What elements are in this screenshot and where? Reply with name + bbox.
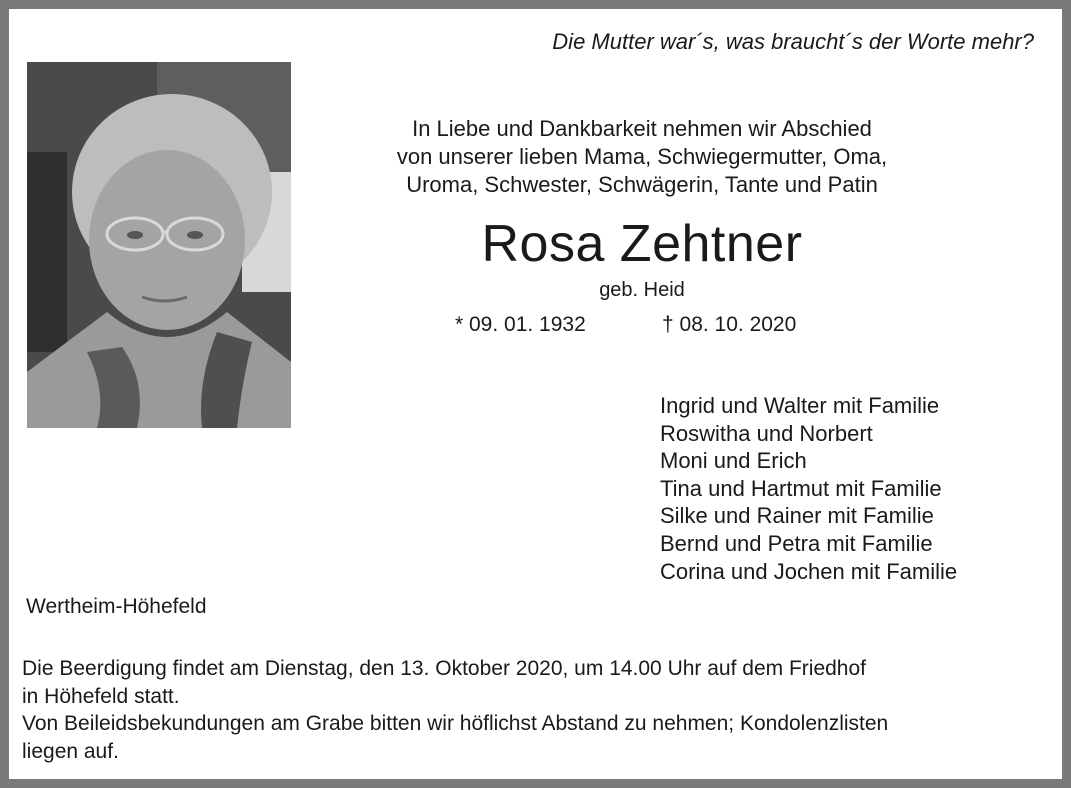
intro-line: Uroma, Schwester, Schwägerin, Tante und Patin	[406, 172, 878, 197]
mourner-entry: Ingrid und Walter mit Familie	[660, 393, 940, 418]
mourner-entry: Corina und Jochen mit Familie	[660, 558, 958, 584]
mourner-entry: Moni und Erich	[660, 448, 807, 474]
birth-date: * 09. 01. 1932	[455, 313, 586, 336]
death-date: † 08. 10. 2020	[662, 313, 797, 336]
notice-line: Von Beileidsbekundungen am Grabe bitten wir höflichst Abstand zu nehmen; Kondolenzlisten	[22, 712, 889, 735]
obituary-card	[9, 9, 1062, 779]
portrait-photo	[27, 62, 291, 428]
deceased-name: Rosa Zehtner	[481, 215, 803, 273]
place-name: Wertheim-Höhefeld	[26, 595, 207, 618]
mourner-entry: Bernd und Petra mit Familie	[660, 530, 933, 556]
notice-line: liegen auf.	[22, 739, 119, 763]
funeral-notice	[22, 655, 1052, 765]
motto-quote: Die Mutter war´s, was braucht´s der Worte mehr?	[552, 29, 1034, 54]
mourners-list	[660, 392, 957, 585]
intro-line: von unserer lieben Mama, Schwiegermutter, Oma,	[396, 144, 888, 169]
notice-line: Die Beerdigung findet am Dienstag, den 13. Oktober 2020, um 14.00 Uhr auf dem Friedhof	[22, 657, 866, 680]
intro-line: In Liebe und Dankbarkeit nehmen wir Abschied	[412, 116, 872, 141]
mourner-entry: Tina und Hartmut mit Familie	[660, 475, 942, 501]
notice-line: in Höhefeld statt.	[22, 684, 180, 708]
intro-text	[309, 115, 975, 199]
maiden-name: geb. Heid	[599, 279, 685, 301]
mourner-entry: Roswitha und Norbert	[660, 420, 873, 446]
mourner-entry: Silke und Rainer mit Familie	[660, 503, 934, 529]
